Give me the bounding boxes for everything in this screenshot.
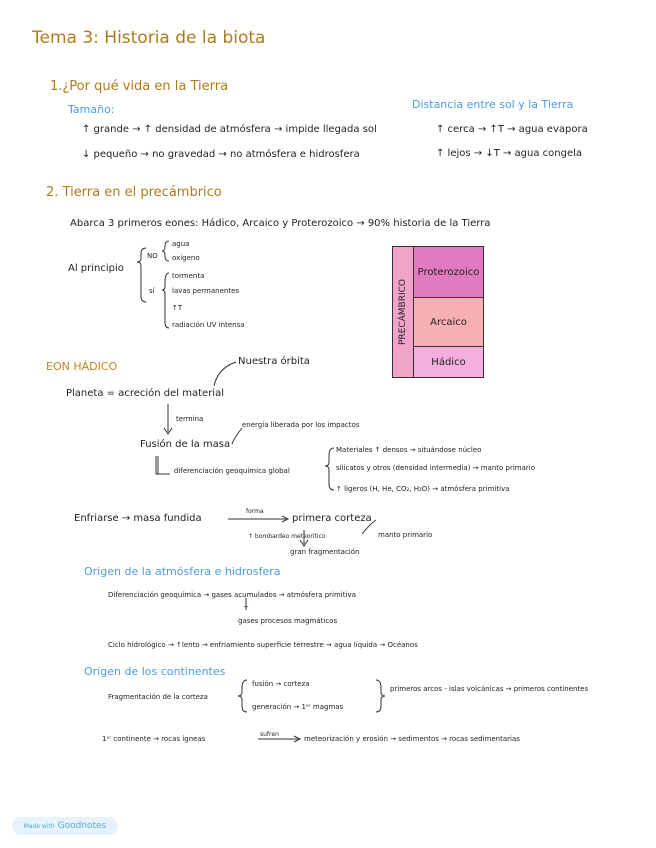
distancia-label: Distancia entre sol y la Tierra	[412, 98, 574, 111]
ciclo-hidrologico-line: Ciclo hidrológico → ↑lento → enfriamiento superficie terrestre → agua líquida → Océanos	[108, 641, 418, 649]
goodnotes-brand: Goodnotes	[57, 821, 107, 831]
atmosfera-heading: Origen de la atmósfera e hidrosfera	[84, 565, 281, 578]
orbita-pointer	[214, 362, 236, 386]
sufren-label: sufren	[260, 731, 279, 738]
generacion-magmas: generación → 1ᵉʳ magmas	[252, 703, 344, 711]
diferenciacion-line: diferenciación geoquímica global	[174, 467, 290, 475]
bombardeo-note: ↑ bombardeo meteorítico	[248, 533, 326, 540]
no-label: NO	[147, 252, 158, 260]
section-1-heading: 1.¿Por qué vida en la Tierra	[50, 79, 229, 94]
goodnotes-badge[interactable]	[12, 817, 118, 835]
diferenciacion-gases-line: Diferenciación geoquímica → gases acumulados → atmósfera primitiva	[108, 591, 356, 599]
energia-note: energía liberada por los impactos	[242, 421, 360, 429]
tamano-label: Tamaño:	[68, 103, 115, 116]
al-principio-label: Al principio	[68, 263, 124, 274]
fragmentacion-corteza: Fragmentación de la corteza	[108, 693, 208, 701]
lejos-line: ↑ lejos → ↓T → agua congela	[436, 148, 583, 159]
forma-label: forma	[246, 508, 264, 515]
brace-al-principio	[137, 248, 146, 302]
manto-primario-note: manto primario	[378, 531, 433, 539]
brace-arcos	[376, 680, 385, 712]
page-title: Tema 3: Historia de la biota	[32, 28, 266, 48]
ligeros-line: ↑ ligeros (H, He, CO₂, H₂O) → atmósfera primitiva	[336, 485, 510, 493]
grande-line: ↑ grande → ↑ densidad de atmósfera → impide llegada sol	[82, 124, 377, 135]
fusion-corteza: fusión → corteza	[252, 680, 310, 688]
precambrico-diagram	[392, 246, 484, 378]
made-with-text: Made with	[23, 823, 55, 830]
brace-no	[162, 241, 169, 261]
tormenta-item: tormenta	[172, 272, 205, 280]
precambrico-side	[393, 247, 414, 377]
lavas-item: lavas permanentes	[172, 287, 240, 295]
abarca-line: Abarca 3 primeros eones: Hádico, Arcaico y Proterozoico → 90% historia de la Tierra	[70, 218, 491, 229]
plus-sign: +	[243, 603, 249, 611]
planeta-line: Planeta = acreción del material	[66, 388, 224, 399]
eon-hadico-heading: EON HÁDICO	[46, 360, 118, 373]
silicatos-line: silicatos y otros (densidad intermedia) → manto primario	[336, 464, 536, 472]
orbita-note: Nuestra órbita	[238, 356, 310, 367]
precambrico-label: PRECÁMBRICO	[398, 278, 408, 346]
oxigeno-item: oxígeno	[172, 254, 200, 262]
t-up-item: ↑T	[172, 304, 183, 312]
gases-magmaticos: gases procesos magmáticos	[238, 617, 338, 625]
arcos-continentes: primeros arcos - islas volcánicas → primeros continentes	[390, 685, 589, 693]
termina-label: termina	[176, 415, 204, 423]
band-proterozoico: Proterozoico	[414, 247, 483, 298]
section-2-heading: 2. Tierra en el precámbrico	[46, 185, 222, 200]
energia-pointer	[232, 428, 242, 444]
brace-si	[162, 273, 169, 328]
meteorizacion-line: meteorización y erosión → sedimentos → rocas sedimentarias	[304, 735, 520, 743]
radiacion-item: radiación UV intensa	[172, 321, 245, 329]
continentes-heading: Origen de los continentes	[84, 665, 226, 678]
brace-global	[325, 448, 334, 490]
gran-fragmentacion: gran fragmentación	[290, 548, 360, 556]
fusion-line: Fusión de la masa	[140, 439, 231, 450]
pequeno-line: ↓ pequeño → no gravedad → no atmósfera e hidrosfera	[82, 149, 360, 160]
enfriarse-line: Enfriarse → masa fundida	[74, 513, 202, 524]
band-arcaico: Arcaico	[414, 298, 483, 347]
si-label: sí	[149, 287, 155, 295]
brace-frag	[238, 680, 247, 712]
primer-continente: 1ᵉʳ continente → rocas ígneas	[102, 735, 206, 743]
primera-corteza: primera corteza	[292, 513, 372, 524]
band-hadico: Hádico	[414, 347, 483, 377]
materiales-line: Materiales ↑ densos → situándose núcleo	[336, 446, 482, 454]
agua-item: agua	[172, 240, 190, 248]
cerca-line: ↑ cerca → ↑T → agua evapora	[436, 124, 588, 135]
